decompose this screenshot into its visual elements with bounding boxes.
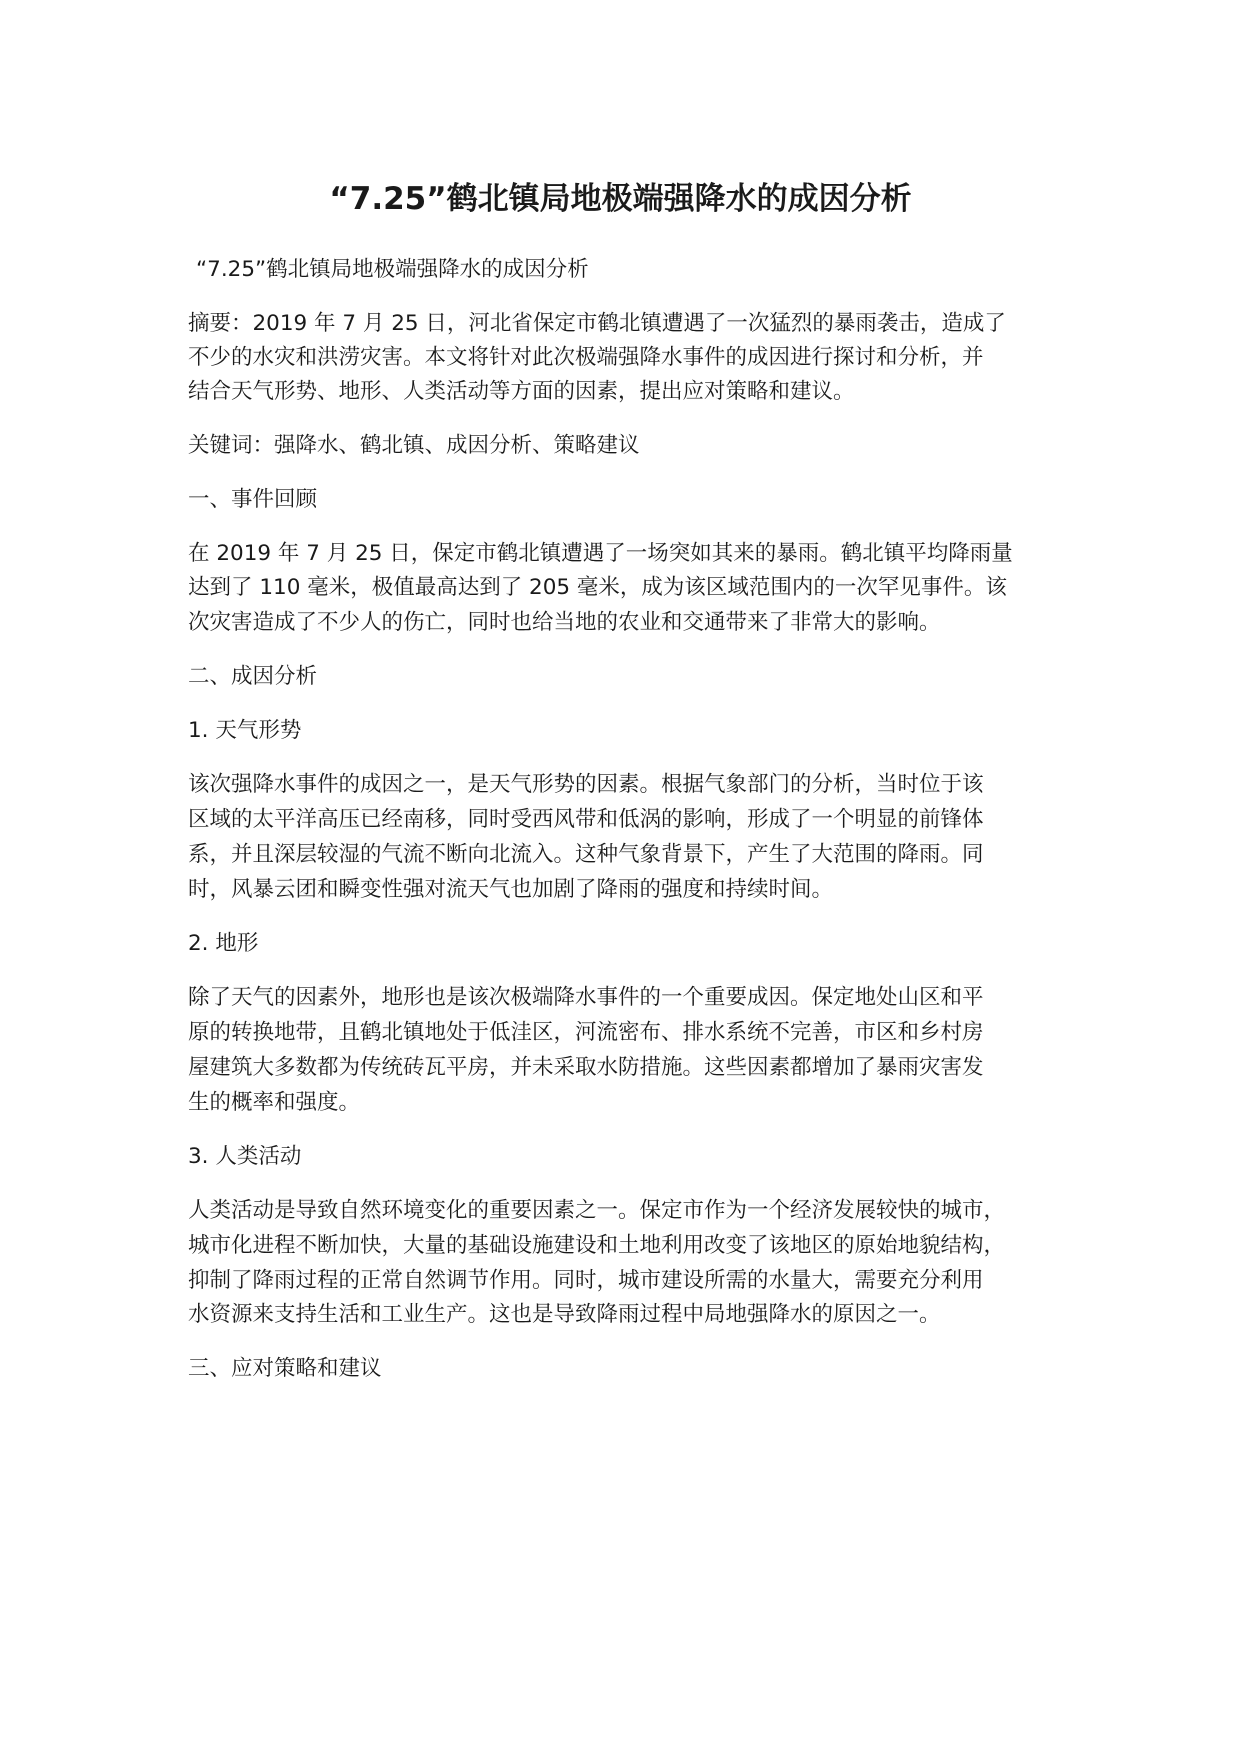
paragraph-line: 人类活动是导致自然环境变化的重要因素之一。保定市作为一个经济发展较快的城市， xyxy=(188,1198,1006,1223)
section-heading: 一、事件回顾 xyxy=(188,487,318,512)
abstract-line: 结合天气形势、地形、人类活动等方面的因素，提出应对策略和建议。 xyxy=(188,379,855,404)
paragraph-line: 屋建筑大多数都为传统砖瓦平房，并未采取水防措施。这些因素都增加了暴雨灾害发 xyxy=(188,1055,984,1080)
paragraph-line: 区域的太平洋高压已经南移，同时受西风带和低涡的影响，形成了一个明显的前锋体 xyxy=(188,807,984,832)
paragraph-line: 生的概率和强度。 xyxy=(188,1090,361,1115)
abstract-line: 不少的水灾和洪涝灾害。本文将针对此次极端强降水事件的成因进行探讨和分析，并 xyxy=(188,345,984,370)
paragraph-line: 水资源来支持生活和工业生产。这也是导致降雨过程中局地强降水的原因之一。 xyxy=(188,1302,941,1327)
paragraph-line: 该次强降水事件的成因之一，是天气形势的因素。根据气象部门的分析，当时位于该 xyxy=(188,772,984,797)
paragraph-line: 达到了 110 毫米，极值最高达到了 205 毫米，成为该区域范围内的一次罕见事件。该 xyxy=(188,575,1007,600)
paragraph-line: 系，并且深层较湿的气流不断向北流入。这种气象背景下，产生了大范围的降雨。同 xyxy=(188,842,984,867)
paragraph-line: 次灾害造成了不少人的伤亡，同时也给当地的农业和交通带来了非常大的影响。 xyxy=(188,610,941,635)
abstract-line: 摘要：2019 年 7 月 25 日，河北省保定市鹤北镇遭遇了一次猛烈的暴雨袭击，造成了 xyxy=(188,311,1006,336)
subsection-heading: 1. 天气形势 xyxy=(188,718,302,743)
paragraph-line: 城市化进程不断加快，大量的基础设施建设和土地利用改变了该地区的原始地貌结构， xyxy=(188,1233,1006,1258)
paragraph-line: 在 2019 年 7 月 25 日，保定市鹤北镇遭遇了一场突如其来的暴雨。鹤北镇平均降雨量 xyxy=(188,541,1013,566)
section-heading: 二、成因分析 xyxy=(188,664,318,689)
paragraph-line: 时，风暴云团和瞬变性强对流天气也加剧了降雨的强度和持续时间。 xyxy=(188,877,834,902)
document-title: “7.25”鹤北镇局地极端强降水的成因分析 xyxy=(329,181,912,217)
keywords-line: 关键词：强降水、鹤北镇、成因分析、策略建议 xyxy=(188,433,640,458)
subsection-heading: 3. 人类活动 xyxy=(188,1144,302,1169)
paragraph-line: 除了天气的因素外，地形也是该次极端降水事件的一个重要成因。保定地处山区和平 xyxy=(188,985,984,1010)
subsection-heading: 2. 地形 xyxy=(188,931,259,956)
section-heading: 三、应对策略和建议 xyxy=(188,1356,382,1381)
document-subtitle: “7.25”鹤北镇局地极端强降水的成因分析 xyxy=(196,257,589,282)
paragraph-line: 原的转换地带，且鹤北镇地处于低洼区，河流密布、排水系统不完善，市区和乡村房 xyxy=(188,1020,984,1045)
paragraph-line: 抑制了降雨过程的正常自然调节作用。同时，城市建设所需的水量大，需要充分利用 xyxy=(188,1268,984,1293)
